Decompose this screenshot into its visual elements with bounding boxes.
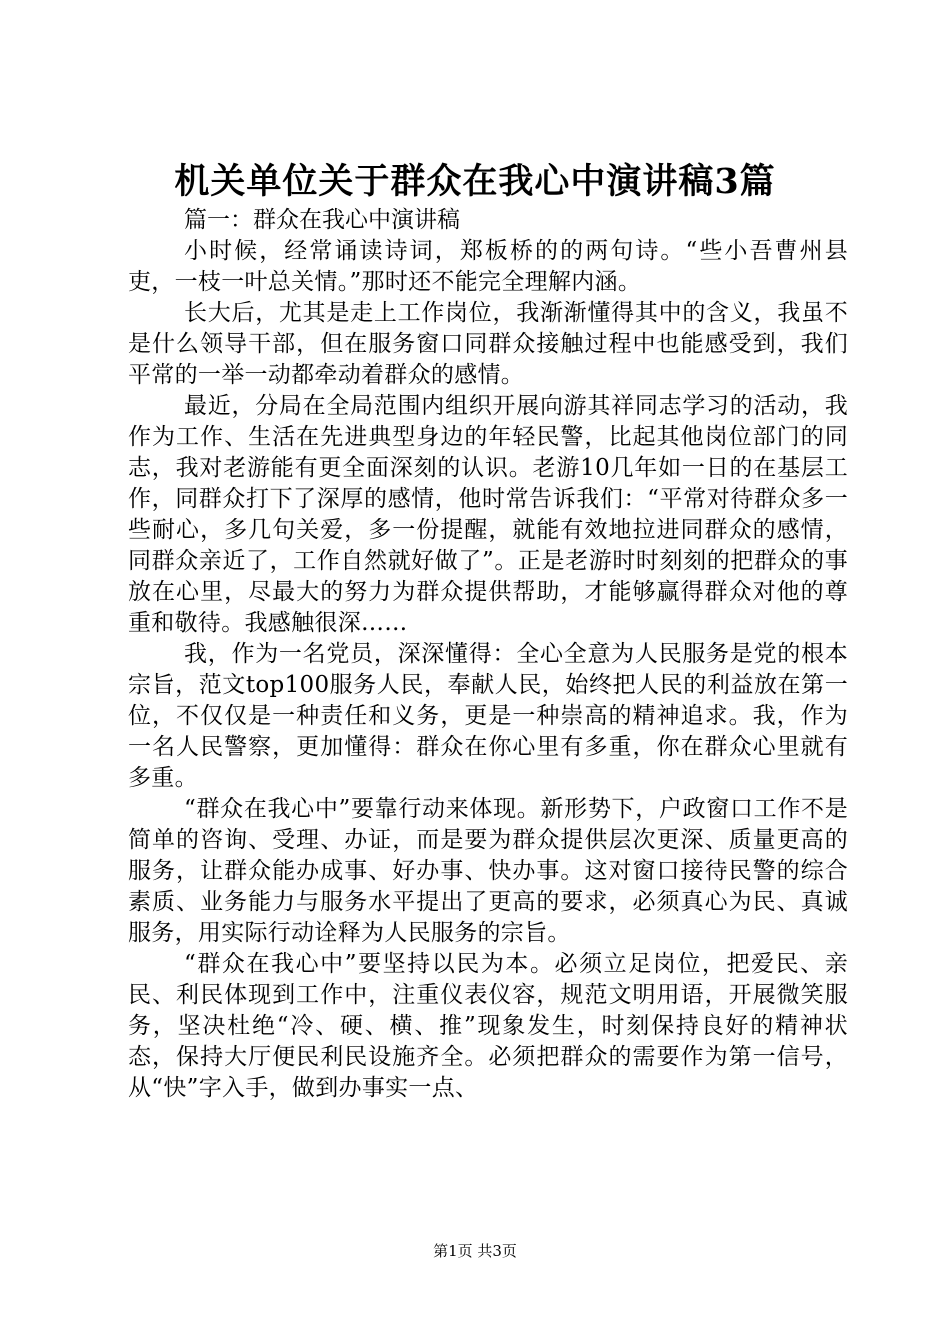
section-heading: 篇一：群众在我心中演讲稿 [184,207,460,233]
paragraph-4: 我，作为一名党员，深深懂得：全心全意为人民服务是党的根本宗旨，范文top100服务人民，奉献人民，始终把人民的利益放在第一位，不仅仅是一种责任和义务，更是一种崇高的精神追求。我，作为一名人民警察，更加懂得：群众在你心里有多重，你在群众心里就有多重。 [128,641,848,791]
page-number-footer: 第1页 共3页 [433,1242,517,1260]
paragraph-3: 最近，分局在全局范围内组织开展向游其祥同志学习的活动，我作为工作、生活在先进典型身边的年轻民警，比起其他岗位部门的同志，我对老游能有更全面深刻的认识。老游10几年如一日的在基层工作，同群众打下了深厚的感情，他时常告诉我们：“平常对待群众多一些耐心，多几句关爱，多一份提醒，就能有效地拉进同群众的感情，同群众亲近了，工作自然就好做了”。正是老游时时刻刻的把群众的事放在心里，尽最大的努力为群众提供帮助，才能够赢得群众对他的尊重和敬待。我感触很深…… [128,393,848,636]
paragraph-1: 小时候，经常诵读诗词，郑板桥的的两句诗。“些小吾曹州县吏，一枝一叶总关情。”那时还不能完全理解内涵。 [128,238,848,295]
paragraph-6: “群众在我心中”要坚持以民为本。必须立足岗位，把爱民、亲民、利民体现到工作中，注重仪表仪容，规范文明用语，开展微笑服务，坚决杜绝“冷、硬、横、推”现象发生，时刻保持良好的精神状态，保持大厅便民利民设施齐全。必须把群众的需要作为第一信号，从“快”字入手，做到办事实一点、 [128,951,848,1101]
document-title: 机关单位关于群众在我心中演讲稿3篇 [174,161,776,202]
paragraph-5: “群众在我心中”要靠行动来体现。新形势下，户政窗口工作不是简单的咨询、受理、办证，而是要为群众提供层次更深、质量更高的服务，让群众能办成事、好办事、快办事。这对窗口接待民警的综合素质、业务能力与服务水平提出了更高的要求，必须真心为民、真诚服务，用实际行动诠释为人民服务的宗旨。 [128,796,848,946]
document-body [128,205,848,1104]
paragraph-2: 长大后，尤其是走上工作岗位，我渐渐懂得其中的含义，我虽不是什么领导干部，但在服务窗口同群众接触过程中也能感受到，我们平常的一举一动都牵动着群众的感情。 [128,300,848,388]
